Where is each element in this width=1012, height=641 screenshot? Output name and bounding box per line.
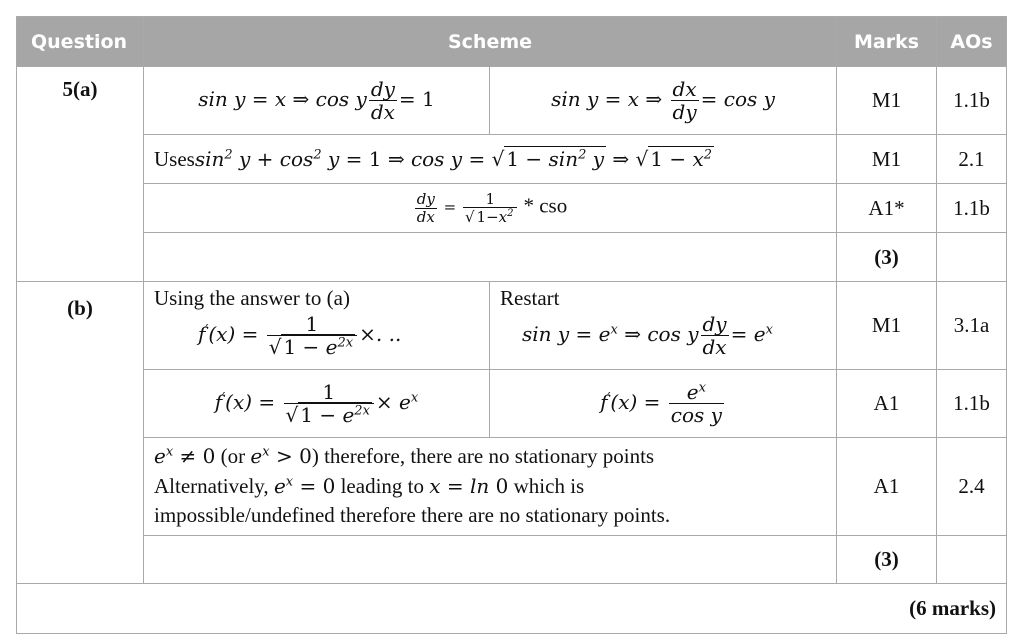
scheme-b2-right [490, 370, 837, 438]
scheme-a1-left [144, 67, 490, 135]
total-row [17, 584, 1007, 634]
math-expression: sin y = x ⇒ $\frac{dx}{dy}$ = cos y [551, 77, 775, 124]
mark-b2: A1 [837, 370, 937, 438]
mark-a2: M1 [837, 135, 937, 184]
scheme-header: Scheme [144, 17, 837, 67]
scheme-a2: Usessin$^2$ $y + \cos^2 y = 1$ ⇒ cos y = √ $1 - \sin^2 y$ ⇒ √ $1 - x^2$ [144, 135, 837, 184]
part-a-row-4 [17, 233, 1007, 282]
total-marks: (6 marks) [17, 584, 1007, 634]
header-row [17, 17, 1007, 67]
part-a-row-1 [17, 67, 1007, 135]
question-label-a: 5(a) [17, 67, 144, 282]
mark-a1: M1 [837, 67, 937, 135]
ao-a2: 2.1 [937, 135, 1007, 184]
scheme-a3: $\frac{dy}{dx}$ = $\frac{1}{√ 1-x^2}$ * cso [144, 184, 837, 233]
question-header: Question [17, 17, 144, 67]
ao-b1: 3.1a [937, 282, 1007, 370]
ao-a4 [937, 233, 1007, 282]
part-b-row-1 [17, 282, 1007, 370]
mark-b1: M1 [837, 282, 937, 370]
scheme-a4 [144, 233, 837, 282]
aos-header: AOs [937, 17, 1007, 67]
math-expression: sin y = x ⇒ cos y $\frac{dy}{dx}$ = 1 [198, 77, 435, 124]
math-expression: $\frac{dy}{dx}$ = $\frac{1}{√ 1-x^2}$ [413, 198, 520, 216]
ao-b4 [937, 536, 1007, 584]
mark-b-subtotal: (3) [837, 536, 937, 584]
ao-a1: 1.1b [937, 67, 1007, 135]
scheme-b4 [144, 536, 837, 584]
scheme-a1-right [490, 67, 837, 135]
part-a-row-2 [17, 135, 1007, 184]
mark-b3: A1 [837, 438, 937, 536]
scheme-b3: $e^x \ne 0$ (or $e^x > 0$) therefore, there are no stationary points Alternatively, $e^x = 0$ leading to x = ln 0 which is impossible/undefined therefore there are no stationary points. [144, 438, 837, 536]
ao-b3: 2.4 [937, 438, 1007, 536]
mark-scheme-table [16, 16, 1007, 634]
math-expression: $\sin y = e^x$ ⇒ cos y $\frac{dy}{dx}$ = $e^x$ [522, 312, 773, 359]
math-expression: $\sin^2 y + \cos^2 y = 1$ ⇒ cos y = √ $1 - \sin^2 y$ ⇒ √ $1 - x^2$ [194, 146, 713, 171]
part-b-row-4 [17, 536, 1007, 584]
part-b-row-2 [17, 370, 1007, 438]
scheme-b1-right: Restart $\sin y = e^x$ ⇒ cos y $\frac{dy}{dx}$ = $e^x$ [490, 282, 837, 370]
ao-b2: 1.1b [937, 370, 1007, 438]
ao-a3: 1.1b [937, 184, 1007, 233]
math-expression: f′(x) = $\frac{1}{√ 1 - e^{2x}}$ ×. .. [198, 312, 402, 359]
scheme-b1-left: Using the answer to (a) f′(x) = $\frac{1}{√ 1 - e^{2x}}$ ×. .. [144, 282, 490, 370]
math-expression: f′(x) = $\frac{e^x}{\text{cos y}}$ [600, 380, 722, 427]
part-b-row-3 [17, 438, 1007, 536]
math-expression: f′(x) = $\frac{1}{√ 1 - e^{2x}}$ × $e^x$ [214, 380, 419, 427]
scheme-b2-left [144, 370, 490, 438]
question-label-b: (b) [17, 282, 144, 584]
mark-a-subtotal: (3) [837, 233, 937, 282]
marks-header: Marks [837, 17, 937, 67]
mark-a3: A1* [837, 184, 937, 233]
part-a-row-3 [17, 184, 1007, 233]
